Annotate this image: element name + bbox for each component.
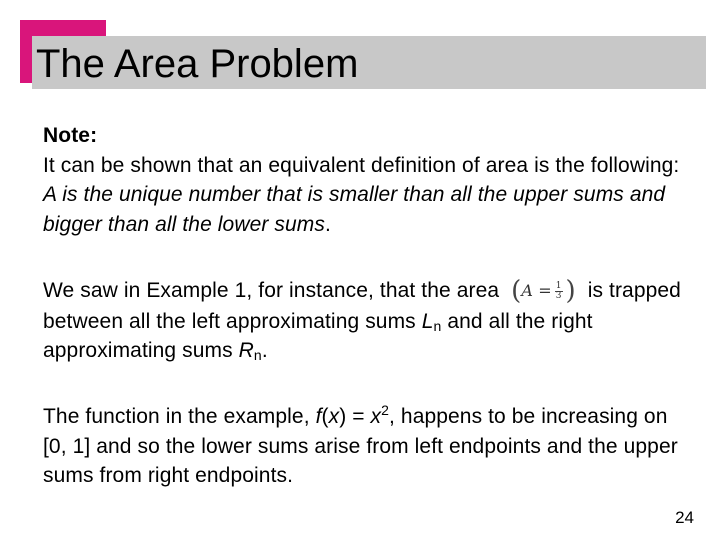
function-text-rest: , happens to be increasing on [0, 1] and so the lower sums arise from left endpoints and the upper sums from right endpoints. [43, 405, 678, 487]
area-formula [509, 276, 578, 307]
formula-numerator: 1 [555, 281, 562, 292]
formula-open-paren: ( [511, 276, 522, 307]
note-end: . [324, 212, 331, 236]
function-f: f [315, 405, 322, 428]
right-sum-symbol: R [238, 339, 254, 363]
example-text-after: is trapped between all the left approximating sums [43, 279, 681, 333]
formula-close-paren: ) [565, 276, 576, 307]
function-open-paren: ( [321, 405, 329, 428]
note-text: It can be shown that an equivalent definition of area is the following: [43, 153, 680, 177]
formula-fraction [555, 282, 563, 301]
example-paragraph [43, 276, 693, 366]
example-end: . [261, 339, 268, 363]
function-paragraph [43, 402, 693, 491]
right-sum-subscript: n [253, 347, 262, 364]
note-paragraph [43, 121, 693, 239]
example-text-before: We saw in Example 1, for instance, that the area [43, 279, 500, 302]
formula-lhs: A [521, 281, 533, 301]
left-sum-subscript: n [433, 317, 442, 334]
function-close-paren: ) [339, 405, 347, 428]
slide-title: The Area Problem [36, 42, 359, 86]
note-italic-definition: A is the unique number that is smaller than all the upper sums and bigger than all the lower sums [43, 183, 666, 236]
function-equals: = [352, 405, 365, 428]
example-text-mid: and all the right approximating sums [43, 309, 593, 363]
note-heading: Note: [43, 124, 98, 147]
formula-denominator: 3 [555, 291, 562, 302]
function-exponent: 2 [381, 402, 390, 418]
function-x-squared-base: x [370, 405, 382, 428]
function-x: x [328, 405, 340, 428]
function-text-start: The function in the example, [43, 405, 310, 428]
left-sum-symbol: L [421, 309, 434, 333]
page-number: 24 [675, 508, 694, 527]
formula-equals: = [538, 281, 552, 301]
